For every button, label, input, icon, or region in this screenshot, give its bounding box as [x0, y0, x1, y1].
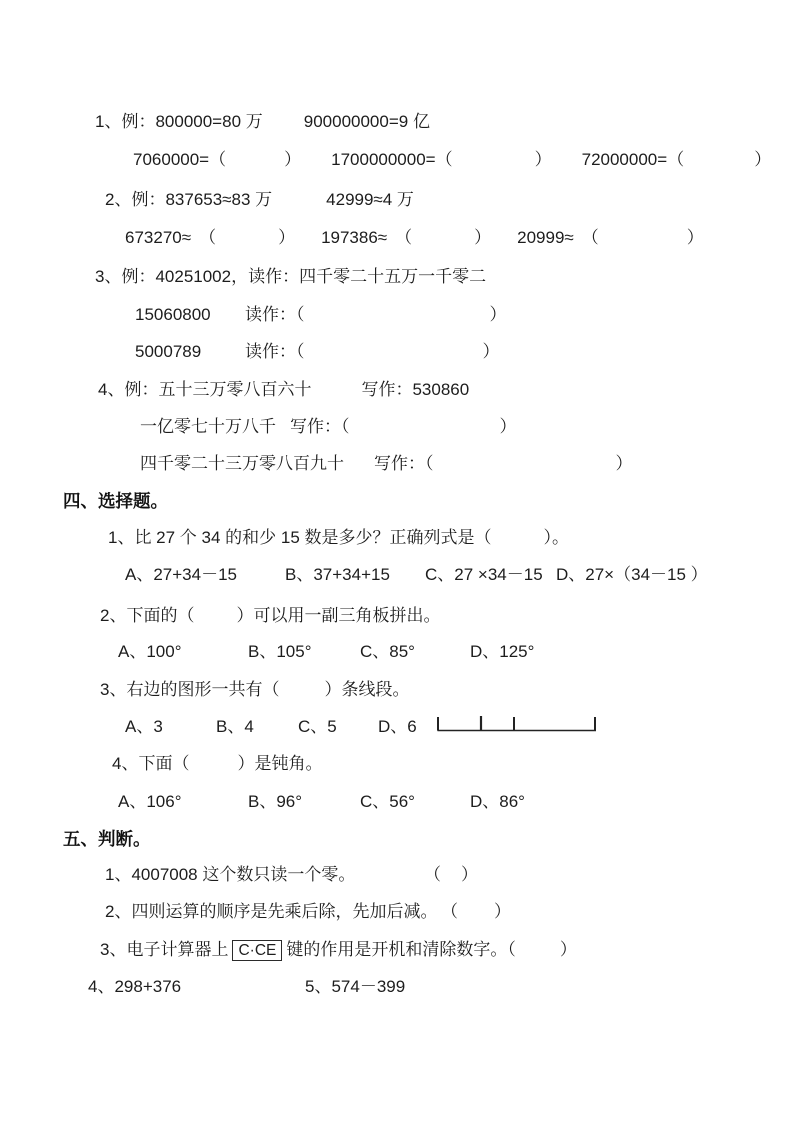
q3-option-c: C、5 [298, 717, 337, 736]
answer-blank [582, 228, 704, 247]
spacer [194, 620, 236, 621]
paren-close: ） [754, 150, 772, 169]
item2-problem-row [125, 226, 704, 250]
spacer [305, 356, 483, 357]
spacer [305, 319, 490, 320]
q1-stem-tail: 。 [552, 528, 570, 547]
calculator-key-label: C·CE [232, 940, 282, 961]
q4-stem-post: 是钝角。 [254, 754, 323, 773]
q3-option-a: A、3 [125, 717, 163, 736]
q4-stem-pre: 4、下面 [112, 754, 173, 773]
paren-open: （ [435, 150, 453, 169]
q1-option-b: B、37+34+15 [285, 565, 390, 584]
item4-example-row [98, 378, 469, 402]
item1-example-a: 1、例：800000=80 万 [95, 112, 263, 131]
q3-stem-post: 条线段。 [341, 680, 410, 699]
spacer [301, 164, 331, 165]
q4-option-d: D、86° [470, 792, 525, 811]
paren-open: （ [172, 754, 190, 773]
spacer [434, 468, 616, 469]
spacer [387, 242, 395, 243]
spacer [191, 242, 199, 243]
spacer [189, 768, 237, 769]
paren-open: （ [341, 417, 350, 436]
q4-option-c: C、56° [360, 792, 415, 811]
paren-close: ） [474, 228, 492, 247]
paren-close: ） [615, 454, 633, 473]
paren-close: ） [489, 305, 507, 324]
answer-blank [177, 606, 253, 625]
q4-option-a: A、106° [118, 792, 182, 811]
answer-blank [199, 228, 295, 247]
judge-q4-text: 4、298+376 [88, 977, 182, 996]
line-segment-figure [436, 710, 598, 734]
paren-close: ） [237, 754, 255, 773]
item3-example: 3、例：40251002，读作：四千零二十五万一千零二 [95, 267, 487, 286]
spacer [279, 694, 324, 695]
item1-problem-row [133, 148, 771, 172]
paren-open: （ [209, 150, 227, 169]
item3-number-1: 15060800 [135, 305, 211, 324]
answer-blank [436, 150, 552, 169]
paren-open: （ [474, 528, 492, 547]
q1-stem: 1、比 27 个 34 的和少 15 数是多少？正确列式是 [108, 528, 475, 547]
item3-problem2-row [135, 340, 500, 364]
answer-blank [475, 528, 553, 547]
item4-label-1: 写作： [290, 417, 341, 436]
q2-stem-post: 可以用一副三角板拼出。 [253, 606, 441, 625]
judge-q3-row [100, 938, 577, 962]
item4-text-1: 一亿零七十万八千 [140, 417, 276, 436]
spacer [263, 126, 304, 127]
q3-option-d: D、6 [378, 717, 417, 736]
q2-option-c: C、85° [360, 642, 415, 661]
spacer [453, 164, 535, 165]
judge-q1-text: 1、4007008 这个数只读一个零。 [105, 865, 356, 884]
item1-problem-2: 1700000000= [331, 150, 436, 169]
item4-label-2: 写作： [374, 454, 425, 473]
item4-text-2: 四千零二十三万零八百九十 [140, 454, 344, 473]
q4-stem-row [112, 752, 322, 776]
item3-label-1: 读作： [245, 305, 296, 324]
item2-problem-3: 20999≈ [517, 228, 574, 247]
q1-stem-row [108, 526, 569, 550]
answer-blank [395, 228, 491, 247]
paren-open: （ [667, 150, 685, 169]
item3-label-2: 读作： [245, 342, 296, 361]
spacer [344, 468, 374, 469]
item2-example-b: 42999≈4 万 [326, 190, 414, 209]
item2-problem-1: 673270≈ [125, 228, 192, 247]
answer-blank [296, 305, 507, 324]
judge-q3-pre: 3、电子计算器上 [100, 940, 229, 959]
spacer [599, 242, 687, 243]
paren-close: ） [499, 417, 517, 436]
spacer [412, 242, 474, 243]
paren-open: （ [507, 940, 516, 959]
spacer [216, 242, 278, 243]
answer-blank [667, 150, 771, 169]
paren-close: ） [494, 902, 511, 921]
item4-problem2-row [140, 452, 633, 476]
spacer [574, 242, 582, 243]
paren-open: （ [581, 228, 599, 247]
paren-open: （ [395, 228, 413, 247]
paren-close: ） [236, 606, 254, 625]
spacer [276, 431, 290, 432]
q2-stem-row [100, 604, 440, 628]
paren-open: （ [262, 680, 280, 699]
answer-blank [507, 940, 577, 959]
item1-problem-3: 72000000= [581, 150, 668, 169]
paren-close: ） [559, 940, 577, 959]
spacer [552, 164, 582, 165]
section4-heading-text: 四、选择题。 [63, 491, 168, 511]
q2-option-a: A、100° [118, 642, 182, 661]
item3-problem1-row [135, 303, 507, 327]
item4-problem1-row [140, 415, 517, 439]
item4-example-label: 写作：530860 [361, 380, 470, 399]
paren-open: （ [441, 902, 458, 921]
q1-option-a: A、27+34－15 [125, 565, 237, 584]
spacer [226, 164, 284, 165]
q2-option-d: D、125° [470, 642, 535, 661]
paren-open: （ [424, 865, 441, 884]
item4-example: 4、例：五十三万零八百六十 [98, 380, 312, 399]
q1-option-d: D、27×（34－15 ） [556, 565, 708, 584]
spacer [272, 204, 326, 205]
paren-close: ） [284, 150, 302, 169]
answer-blank [172, 754, 254, 773]
item3-number-2: 5000789 [135, 342, 202, 361]
answer-blank [341, 417, 517, 436]
spacer [295, 242, 321, 243]
paren-open: （ [199, 228, 217, 247]
answer-blank [425, 454, 633, 473]
paren-close: ） [534, 150, 552, 169]
answer-blank [209, 150, 301, 169]
item1-example-row [95, 110, 430, 134]
paren-close: ） [482, 342, 500, 361]
item2-problem-2: 197386≈ [321, 228, 388, 247]
q1-option-c: C、27 ×34－15 [425, 565, 543, 584]
q3-stem-row [100, 678, 409, 702]
spacer [311, 394, 361, 395]
section5-heading [63, 827, 151, 851]
item3-example-row [95, 265, 486, 289]
paren-open: （ [296, 305, 305, 324]
paren-open: （ [296, 342, 305, 361]
spacer [350, 431, 500, 432]
q3-option-b: B、4 [216, 717, 254, 736]
answer-blank [262, 680, 341, 699]
q4-option-b: B、96° [248, 792, 303, 811]
spacer [684, 164, 754, 165]
section5-heading-text: 五、判断。 [63, 829, 151, 849]
paren-close: ） [543, 528, 553, 547]
item1-problem-1: 7060000= [133, 150, 210, 169]
paren-close: ） [461, 865, 478, 884]
item2-example-a: 2、例：837653≈83 万 [105, 190, 273, 209]
item2-example-row [105, 188, 414, 212]
spacer [516, 954, 560, 955]
judge-q3-post: 键的作用是开机和清除数字。 [286, 940, 508, 959]
section4-heading [63, 489, 168, 513]
paren-close: ） [324, 680, 342, 699]
q2-option-b: B、105° [248, 642, 312, 661]
item1-example-b: 900000000=9 亿 [303, 112, 430, 131]
paren-close: ） [278, 228, 296, 247]
judge-q2-text: 2、四则运算的顺序是先乘后除，先加后减。 [105, 902, 438, 921]
spacer [492, 542, 544, 543]
paren-open: （ [177, 606, 195, 625]
paren-close: ） [686, 228, 704, 247]
spacer [491, 242, 517, 243]
q2-stem-pre: 2、下面的 [100, 606, 178, 625]
q3-stem-pre: 3、右边的图形一共有 [100, 680, 263, 699]
judge-q5-text: 5、574－399 [305, 977, 406, 996]
paren-open: （ [425, 454, 434, 473]
answer-blank [296, 342, 500, 361]
